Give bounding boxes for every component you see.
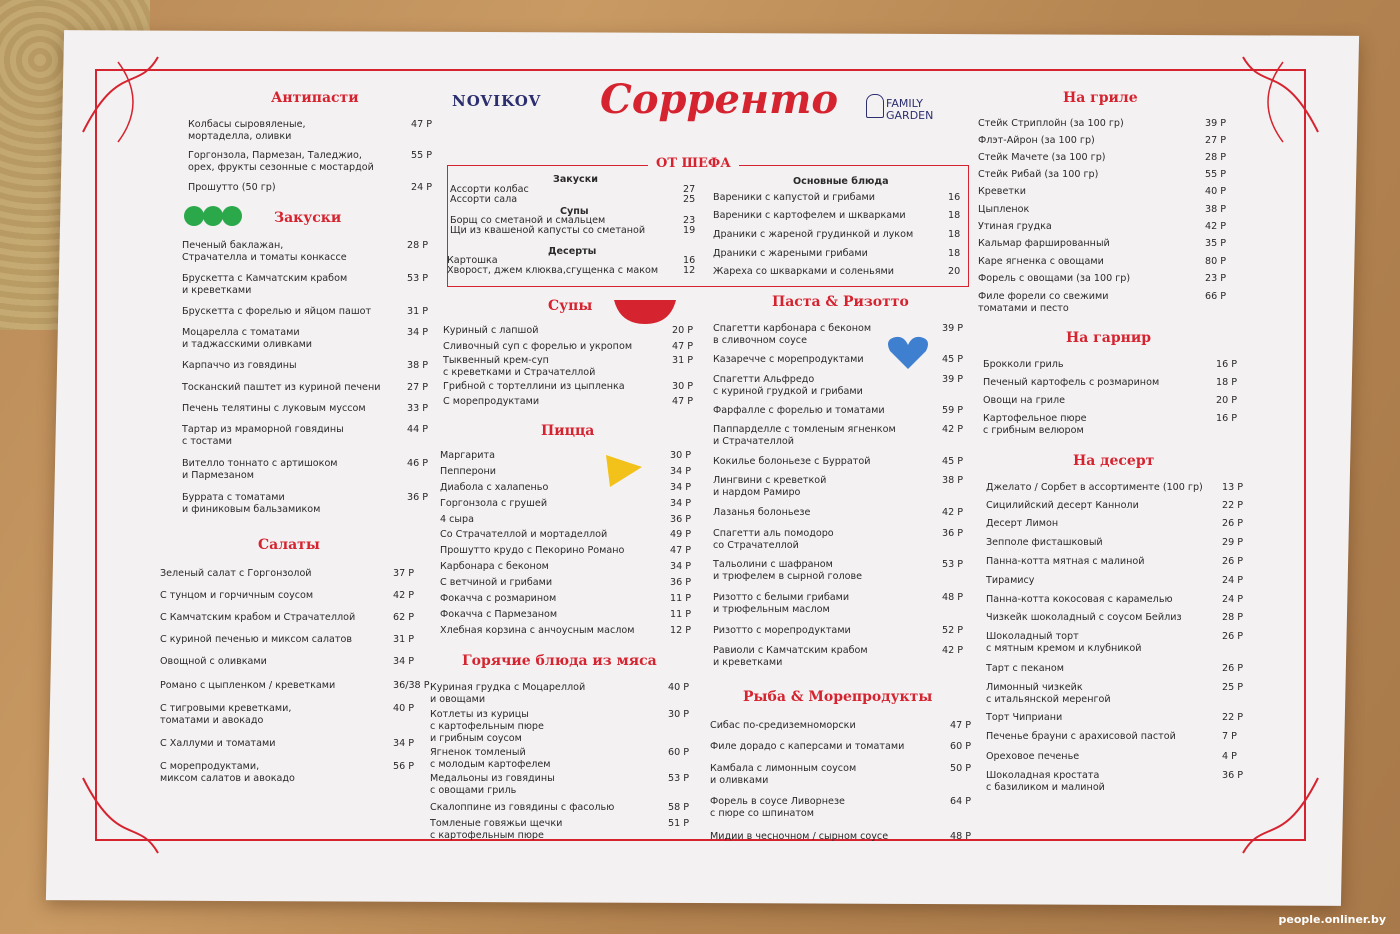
dessert-item: Чизкейк шоколадный с соусом Бейлиз: [986, 612, 1182, 623]
zakuski-item: Моцарелла с томатами и таджасскими оливками: [182, 327, 313, 350]
chef-mains-price: 18: [948, 229, 961, 240]
dessert-price: 28 Р: [1222, 612, 1244, 623]
chef-zakuski-price: 25: [683, 194, 696, 205]
pasta-item: Спагетти Альфредо с куриной грудкой и грибами: [713, 374, 863, 397]
chef-desserts-item: Картошка: [447, 255, 498, 266]
pasta-price: 39 Р: [942, 323, 964, 334]
dessert-price: 24 Р: [1222, 594, 1244, 605]
dessert-price: 29 Р: [1222, 537, 1244, 548]
dessert-item: Панна-котта мятная с малиной: [986, 556, 1145, 567]
antipasti-price: 47 Р: [411, 119, 433, 130]
antipasti-item: Колбасы сыровяленые, мортаделла, оливки: [188, 119, 306, 142]
antipasti-item: Горгонзола, Пармезан, Таледжио, орех, фрукты сезонные с мостардой: [188, 150, 374, 173]
zakuski-price: 44 Р: [407, 424, 429, 435]
dessert-price: 26 Р: [1222, 631, 1244, 642]
dessert-item: Шоколадный торт с мятным кремом и клубникой: [986, 631, 1142, 654]
supy-item: Сливочный суп с форелью и укропом: [443, 341, 633, 352]
dessert-item: Ореховое печенье: [986, 751, 1080, 762]
dessert-price: 25 Р: [1222, 682, 1244, 693]
pasta-item: Фарфалле с форелью и томатами: [713, 405, 885, 416]
zakuski-item: Вителло тоннато с артишоком и Пармезаном: [182, 458, 338, 481]
salaty-price: 34 Р: [393, 738, 415, 749]
garnish-item: Печеный картофель с розмарином: [983, 377, 1160, 388]
zakuski-item: Тосканский паштет из куриной печени: [182, 382, 381, 393]
grill-price: 39 Р: [1205, 118, 1227, 129]
dessert-price: 22 Р: [1222, 712, 1244, 723]
pizza-item: С ветчиной и грибами: [440, 577, 553, 588]
zakuski-title: Закуски: [274, 210, 342, 226]
pasta-price: 36 Р: [942, 528, 964, 539]
dessert-item: Панна-котта кокосовая с карамелью: [986, 594, 1173, 605]
meat-title: Горячие блюда из мяса: [462, 653, 657, 669]
salaty-item: Романо с цыпленком / креветками: [160, 680, 336, 691]
supy-price: 47 Р: [672, 396, 694, 407]
grill-price: 38 Р: [1205, 204, 1227, 215]
pasta-item: Кокилье болоньезе с Бурратой: [713, 456, 871, 467]
salaty-price: 36/38 Р: [393, 680, 430, 691]
salaty-price: 42 Р: [393, 590, 415, 601]
dessert-price: 26 Р: [1222, 556, 1244, 567]
zakuski-price: 36 Р: [407, 492, 429, 503]
pizza-price: 11 Р: [670, 593, 692, 604]
pizza-price: 34 Р: [670, 561, 692, 572]
pizza-item: Со Страчателлой и мортаделлой: [440, 529, 608, 540]
pasta-item: Тальолини с шафраном и трюфелем в сырной голове: [713, 559, 863, 582]
pasta-price: 42 Р: [942, 507, 964, 518]
dessert-item: Десерт Лимон: [986, 518, 1059, 529]
chef-mains-item: Вареники с картофелем и шкварками: [713, 210, 906, 221]
dessert-price: 36 Р: [1222, 770, 1244, 781]
dessert-item: Сицилийский десерт Канноли: [986, 500, 1139, 511]
meat-item: Куриная грудка с Моцареллой и овощами: [430, 682, 586, 705]
grill-item: Каре ягненка с овощами: [978, 256, 1104, 267]
fish-price: 48 Р: [950, 831, 972, 842]
fish-price: 60 Р: [950, 741, 972, 752]
fish-item: Филе дорадо с каперсами и томатами: [710, 741, 905, 752]
chef-mains-item: Жареха со шкварками и соленьями: [713, 266, 895, 277]
chef-soups-price: 19: [683, 225, 696, 236]
family-garden-logo: FAMILY GARDEN: [886, 97, 934, 122]
salaty-item: С Халлуми и томатами: [160, 738, 276, 749]
zakuski-price: 46 Р: [407, 458, 429, 469]
dessert-item: Печенье брауни с арахисовой пастой: [986, 731, 1176, 742]
pizza-item: Пепперони: [440, 466, 497, 477]
dessert-price: 4 Р: [1222, 751, 1237, 762]
grill-item: Цыпленок: [978, 204, 1030, 215]
fish-item: Камбала с лимонным соусом и оливками: [710, 763, 857, 786]
grill-price: 28 Р: [1205, 152, 1227, 163]
antipasti-price: 55 Р: [411, 150, 433, 161]
pizza-item: 4 сыра: [440, 514, 474, 525]
chef-zakuski-item: Ассорти колбас: [450, 184, 529, 195]
chef-desserts-price: 12: [683, 265, 696, 276]
grill-price: 35 Р: [1205, 238, 1227, 249]
zakuski-item: Карпаччо из говядины: [182, 360, 297, 371]
sorrento-logo: Сорренто: [600, 76, 839, 123]
supy-item: Куриный с лапшой: [443, 325, 539, 336]
grill-price: 55 Р: [1205, 169, 1227, 180]
pasta-price: 38 Р: [942, 475, 964, 486]
salaty-price: 34 Р: [393, 656, 415, 667]
chef-mains-price: 20: [948, 266, 961, 277]
zakuski-item: Брускетта с форелью и яйцом пашот: [182, 306, 372, 317]
pasta-item: Ризотто с морепродуктами: [713, 625, 851, 636]
antipasti-title: Антипасти: [271, 90, 359, 106]
dessert-item: Тирамису: [986, 575, 1035, 586]
supy-title: Супы: [548, 298, 593, 314]
novikov-logo: NOVIKOV: [452, 92, 542, 110]
dessert-price: 22 Р: [1222, 500, 1244, 511]
pizza-item: Фокачча с розмарином: [440, 593, 557, 604]
garnish-item: Брокколи гриль: [983, 359, 1064, 370]
grill-price: 42 Р: [1205, 221, 1227, 232]
pizza-item: Фокачча с Пармезаном: [440, 609, 558, 620]
meat-price: 53 Р: [668, 773, 690, 784]
garnish-price: 16 Р: [1216, 413, 1238, 424]
garnish-item: Овощи на гриле: [983, 395, 1065, 406]
pizza-price: 36 Р: [670, 577, 692, 588]
grill-price: 80 Р: [1205, 256, 1227, 267]
zakuski-item: Тартар из мраморной говядины с тостами: [182, 424, 344, 447]
zakuski-price: 38 Р: [407, 360, 429, 371]
supy-price: 47 Р: [672, 341, 694, 352]
meat-item: Медальоны из говядины с овощами гриль: [430, 773, 555, 796]
pizza-price: 36 Р: [670, 514, 692, 525]
grill-item: Креветки: [978, 186, 1026, 197]
zakuski-item: Брускетта с Камчатским крабом и креветками: [182, 273, 348, 296]
salaty-price: 40 Р: [393, 703, 415, 714]
chef-desserts-item: Хворост, джем клюква,сгущенка с маком: [447, 265, 659, 276]
meat-item: Ягненок томленый с молодым картофелем: [430, 747, 551, 770]
heart-icon: [886, 335, 930, 371]
chef-mains-item: Вареники с капустой и грибами: [713, 192, 875, 203]
pasta-item: Спагетти аль помодоро со Страчателлой: [713, 528, 834, 551]
antipasti-item: Прошутто (50 гр): [188, 182, 276, 193]
soup-bowl-icon: [612, 298, 678, 326]
pasta-price: 45 Р: [942, 354, 964, 365]
pizza-item: Хлебная корзина с анчоусным маслом: [440, 625, 635, 636]
salaty-item: С куриной печенью и миксом салатов: [160, 634, 353, 645]
pasta-item: Спагетти карбонара с беконом в сливочном соусе: [713, 323, 872, 346]
salaty-item: С тунцом и горчичным соусом: [160, 590, 314, 601]
family-garden-icon: [866, 94, 884, 118]
pizza-price: 34 Р: [670, 498, 692, 509]
grill-item: Филе форели со свежими томатами и песто: [978, 291, 1109, 314]
zakuski-item: Печеный баклажан, Страчателла и томаты конкассе: [182, 240, 347, 263]
pizza-price: 12 Р: [670, 625, 692, 636]
fish-price: 47 Р: [950, 720, 972, 731]
chef-mains-price: 18: [948, 248, 961, 259]
zakuski-price: 28 Р: [407, 240, 429, 251]
dessert-price: 26 Р: [1222, 663, 1244, 674]
pizza-item: Прошутто крудо с Пекорино Романо: [440, 545, 625, 556]
dessert-price: 7 Р: [1222, 731, 1237, 742]
salaty-item: С морепродуктами, миксом салатов и авокадо: [160, 761, 295, 784]
zakuski-item: Буррата с томатами и финиковым бальзамиком: [182, 492, 321, 515]
fish-item: Форель в соусе Ливорнезе с пюре со шпинатом: [710, 796, 845, 819]
garnish-price: 20 Р: [1216, 395, 1238, 406]
watermark: people.onliner.by: [1278, 913, 1386, 926]
chef-soups-item: Щи из квашеной капусты со сметаной: [450, 225, 646, 236]
chef-mains-price: 18: [948, 210, 961, 221]
fish-item: Сибас по-средиземноморски: [710, 720, 856, 731]
pizza-item: Маргарита: [440, 450, 495, 461]
pasta-price: 59 Р: [942, 405, 964, 416]
zakuski-price: 33 Р: [407, 403, 429, 414]
pizza-item: Карбонара с беконом: [440, 561, 549, 572]
dessert-item: Джелато / Сорбет в ассортименте (100 гр): [986, 482, 1203, 493]
pizza-price: 11 Р: [670, 609, 692, 620]
olives-icon: [183, 205, 243, 227]
dessert-title: На десерт: [1073, 453, 1155, 469]
meat-item: Скалоппине из говядины с фасолью: [430, 802, 615, 813]
meat-price: 60 Р: [668, 747, 690, 758]
pizza-item: Диабола с халапеньо: [440, 482, 549, 493]
chef-desserts-price: 16: [683, 255, 696, 266]
salaty-item: Овощной с оливками: [160, 656, 267, 667]
salaty-title: Салаты: [258, 537, 320, 553]
chef-zakuski-item: Ассорти сала: [450, 194, 518, 205]
pasta-item: Казаречче с морепродуктами: [713, 354, 864, 365]
pizza-price: 30 Р: [670, 450, 692, 461]
chef-mains-price: 16: [948, 192, 961, 203]
zakuski-price: 34 Р: [407, 327, 429, 338]
garnish-item: Картофельное пюре с грибным велюром: [983, 413, 1087, 436]
dessert-price: 24 Р: [1222, 575, 1244, 586]
meat-item: Котлеты из курицы с картофельным пюре и грибным соусом: [430, 709, 544, 744]
grill-item: Стейк Рибай (за 100 гр): [978, 169, 1099, 180]
chef-zakuski-title: Закуски: [553, 174, 598, 185]
grill-item: Стейк Мачете (за 100 гр): [978, 152, 1106, 163]
pizza-price: 34 Р: [670, 466, 692, 477]
chef-mains-title: Основные блюда: [793, 176, 889, 187]
dessert-item: Торт Чиприани: [986, 712, 1063, 723]
meat-price: 30 Р: [668, 709, 690, 720]
chef-soups-item: Борщ со сметаной и смальцем: [450, 215, 606, 226]
chef-soups-title: Супы: [560, 206, 589, 217]
pasta-price: 42 Р: [942, 645, 964, 656]
garnish-title: На гарнир: [1066, 330, 1152, 346]
fish-price: 64 Р: [950, 796, 972, 807]
dessert-price: 26 Р: [1222, 518, 1244, 529]
salaty-item: Зеленый салат с Горгонзолой: [160, 568, 312, 579]
pasta-item: Паппарделле с томленым ягненком и Страчателлой: [713, 424, 896, 447]
dessert-item: Тарт с пеканом: [986, 663, 1065, 674]
chef-mains-item: Драники с жареной грудинкой и луком: [713, 229, 914, 240]
pizza-price: 47 Р: [670, 545, 692, 556]
grill-price: 27 Р: [1205, 135, 1227, 146]
salaty-item: С тигровыми креветками, томатами и авокадо: [160, 703, 292, 726]
fish-item: Мидии в чесночном / сырном соусе: [710, 831, 889, 842]
supy-price: 30 Р: [672, 381, 694, 392]
supy-price: 31 Р: [672, 355, 694, 366]
grill-title: На гриле: [1063, 90, 1138, 106]
zakuski-price: 53 Р: [407, 273, 429, 284]
supy-item: Тыквенный крем-суп с креветками и Страчателлой: [443, 355, 596, 378]
salaty-price: 62 Р: [393, 612, 415, 623]
salaty-price: 56 Р: [393, 761, 415, 772]
pasta-item: Ризотто с белыми грибами и трюфельным маслом: [713, 592, 850, 615]
grill-item: Утиная грудка: [978, 221, 1052, 232]
chef-mains-item: Драники с жареными грибами: [713, 248, 868, 259]
dessert-item: Шоколадная кростата с базиликом и малиной: [986, 770, 1105, 793]
pizza-title: Пицца: [541, 423, 595, 439]
grill-item: Флэт-Айрон (за 100 гр): [978, 135, 1095, 146]
grill-item: Кальмар фаршированный: [978, 238, 1110, 249]
supy-item: Грибной с тортеллини из цыпленка: [443, 381, 625, 392]
pizza-price: 34 Р: [670, 482, 692, 493]
grill-price: 66 Р: [1205, 291, 1227, 302]
pasta-price: 39 Р: [942, 374, 964, 385]
meat-price: 51 Р: [668, 818, 690, 829]
dessert-item: Лимонный чизкейк с итальянской меренгой: [986, 682, 1111, 705]
supy-item: С морепродуктами: [443, 396, 540, 407]
pasta-price: 52 Р: [942, 625, 964, 636]
pizza-price: 49 Р: [670, 529, 692, 540]
pasta-title: Паста & Ризотто: [772, 294, 909, 310]
garnish-price: 18 Р: [1216, 377, 1238, 388]
chef-desserts-title: Десерты: [548, 246, 597, 257]
chef-soups-price: 23: [683, 215, 696, 226]
meat-price: 40 Р: [668, 682, 690, 693]
salaty-price: 31 Р: [393, 634, 415, 645]
fish-title: Рыба & Морепродукты: [743, 689, 933, 705]
pasta-price: 53 Р: [942, 559, 964, 570]
pasta-price: 48 Р: [942, 592, 964, 603]
pasta-item: Равиоли с Камчатским крабом и креветками: [713, 645, 868, 668]
meat-item: Томленые говяжьи щечки с картофельным пюре: [430, 818, 563, 841]
zakuski-item: Печень телятины с луковым муссом: [182, 403, 366, 414]
pizza-slice-icon: [604, 453, 644, 489]
grill-price: 40 Р: [1205, 186, 1227, 197]
garnish-price: 16 Р: [1216, 359, 1238, 370]
chef-specials-title: ОТ ШЕФА: [648, 156, 739, 171]
zakuski-price: 27 Р: [407, 382, 429, 393]
grill-price: 23 Р: [1205, 273, 1227, 284]
pasta-item: Лингвини с креветкой и нардом Рамиро: [713, 475, 827, 498]
salaty-item: С Камчатским крабом и Страчателлой: [160, 612, 356, 623]
pizza-item: Горгонзола с грушей: [440, 498, 548, 509]
grill-item: Стейк Стриплойн (за 100 гр): [978, 118, 1124, 129]
pasta-price: 45 Р: [942, 456, 964, 467]
pasta-price: 42 Р: [942, 424, 964, 435]
meat-price: 58 Р: [668, 802, 690, 813]
supy-price: 20 Р: [672, 325, 694, 336]
pasta-item: Лазанья болоньезе: [713, 507, 811, 518]
chef-zakuski-price: 27: [683, 184, 696, 195]
salaty-price: 37 Р: [393, 568, 415, 579]
dessert-item: Зепполе фисташковый: [986, 537, 1103, 548]
grill-item: Форель с овощами (за 100 гр): [978, 273, 1131, 284]
fish-price: 50 Р: [950, 763, 972, 774]
antipasti-price: 24 Р: [411, 182, 433, 193]
dessert-price: 13 Р: [1222, 482, 1244, 493]
zakuski-price: 31 Р: [407, 306, 429, 317]
